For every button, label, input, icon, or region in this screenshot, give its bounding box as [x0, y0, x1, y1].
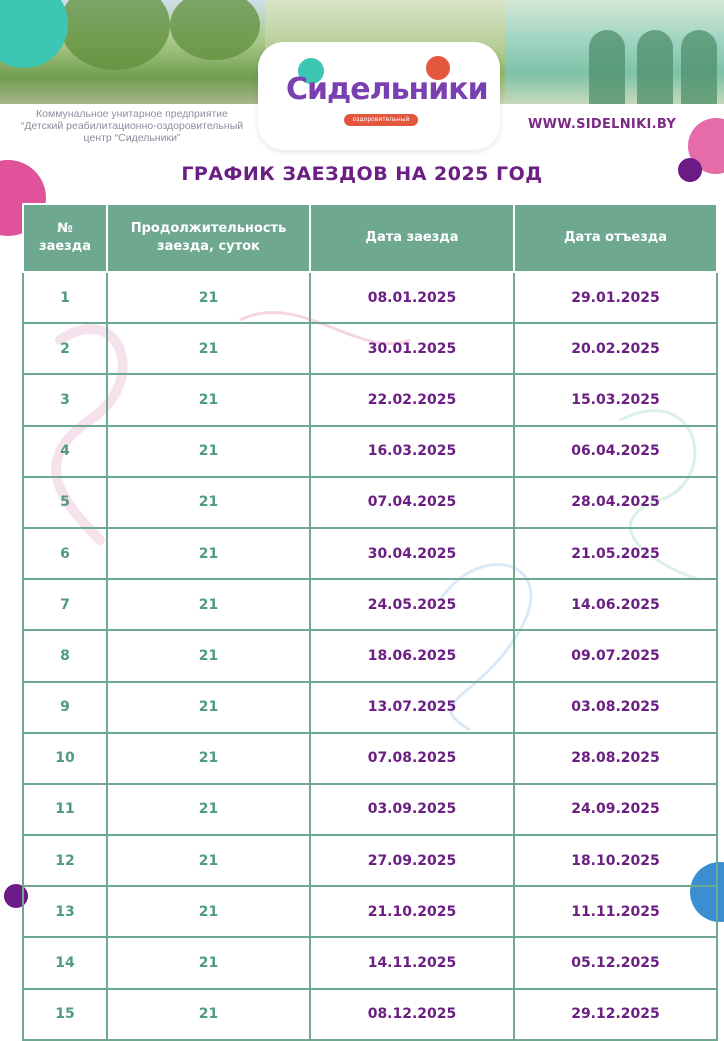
website-link[interactable]: WWW.SIDELNIKI.BY	[528, 117, 677, 132]
trip-number-cell: 6	[23, 528, 107, 579]
table-row	[23, 579, 717, 630]
trip-number-cell: 5	[23, 477, 107, 528]
departure-date-cell: 28.08.2025	[514, 733, 717, 784]
departure-date-cell: 20.02.2025	[514, 323, 717, 374]
departure-date-cell: 11.11.2025	[514, 886, 717, 937]
duration-cell: 21	[107, 528, 310, 579]
page-title: ГРАФИК ЗАЕЗДОВ НА 2025 ГОД	[181, 163, 543, 185]
departure-date-cell: 29.12.2025	[514, 989, 717, 1040]
table-row	[23, 323, 717, 374]
tree-shape	[170, 0, 260, 60]
table-row	[23, 733, 717, 784]
table-row	[23, 937, 717, 988]
duration-cell: 21	[107, 937, 310, 988]
arrival-date-cell: 22.02.2025	[310, 374, 514, 425]
trip-number-cell: 12	[23, 835, 107, 886]
duration-cell: 21	[107, 886, 310, 937]
trip-number-cell: 11	[23, 784, 107, 835]
departure-date-cell: 06.04.2025	[514, 426, 717, 477]
logo-card	[258, 42, 500, 150]
arrival-date-cell: 21.10.2025	[310, 886, 514, 937]
duration-cell: 21	[107, 733, 310, 784]
arrival-date-cell: 30.01.2025	[310, 323, 514, 374]
arrival-date-cell: 18.06.2025	[310, 630, 514, 681]
table-row	[23, 784, 717, 835]
duration-cell: 21	[107, 630, 310, 681]
departure-date-cell: 15.03.2025	[514, 374, 717, 425]
departure-date-cell: 14.06.2025	[514, 579, 717, 630]
arrival-date-cell: 14.11.2025	[310, 937, 514, 988]
organization-name-line: центр “Сидельники”	[83, 132, 181, 144]
arrival-date-cell: 30.04.2025	[310, 528, 514, 579]
column-header-duration: Продолжительность заезда, суток	[107, 204, 310, 272]
organization-name	[0, 108, 264, 144]
arrival-date-cell: 24.05.2025	[310, 579, 514, 630]
table-row	[23, 682, 717, 733]
departure-date-cell: 09.07.2025	[514, 630, 717, 681]
departure-date-cell: 05.12.2025	[514, 937, 717, 988]
departure-date-cell: 18.10.2025	[514, 835, 717, 886]
organization-name-line: “Детский реабилитационно-оздоровительный	[20, 120, 244, 132]
departure-date-cell: 29.01.2025	[514, 272, 717, 323]
arrival-date-cell: 07.04.2025	[310, 477, 514, 528]
table-row	[23, 272, 717, 323]
table-row	[23, 989, 717, 1040]
arrival-date-cell: 03.09.2025	[310, 784, 514, 835]
duration-cell: 21	[107, 272, 310, 323]
tree-shape	[60, 0, 170, 70]
duration-cell: 21	[107, 835, 310, 886]
table-row	[23, 477, 717, 528]
column-header-arrival: Дата заезда	[310, 204, 514, 272]
arrival-date-cell: 08.01.2025	[310, 272, 514, 323]
table-row	[23, 630, 717, 681]
trip-number-cell: 14	[23, 937, 107, 988]
table-header-row	[23, 204, 717, 272]
trip-number-cell: 7	[23, 579, 107, 630]
trip-number-cell: 13	[23, 886, 107, 937]
logo-tagline: оздоровительный центр	[344, 114, 418, 126]
trip-number-cell: 10	[23, 733, 107, 784]
table-row	[23, 426, 717, 477]
table-row	[23, 886, 717, 937]
arrival-date-cell: 08.12.2025	[310, 989, 514, 1040]
duration-cell: 21	[107, 323, 310, 374]
duration-cell: 21	[107, 426, 310, 477]
building-arch	[681, 30, 717, 104]
organization-name-line: Коммунальное унитарное предприятие	[36, 108, 228, 120]
duration-cell: 21	[107, 374, 310, 425]
trip-number-cell: 2	[23, 323, 107, 374]
schedule-table-body	[23, 272, 717, 1040]
trip-number-cell: 4	[23, 426, 107, 477]
table-row	[23, 374, 717, 425]
duration-cell: 21	[107, 784, 310, 835]
departure-date-cell: 28.04.2025	[514, 477, 717, 528]
duration-cell: 21	[107, 579, 310, 630]
departure-date-cell: 03.08.2025	[514, 682, 717, 733]
logo-wordmark: Сидельники	[286, 72, 488, 107]
arrival-date-cell: 13.07.2025	[310, 682, 514, 733]
trip-number-cell: 9	[23, 682, 107, 733]
arrival-date-cell: 16.03.2025	[310, 426, 514, 477]
departure-date-cell: 21.05.2025	[514, 528, 717, 579]
schedule-table	[22, 203, 718, 1041]
arrival-date-cell: 27.09.2025	[310, 835, 514, 886]
trip-number-cell: 15	[23, 989, 107, 1040]
trip-number-cell: 3	[23, 374, 107, 425]
table-row	[23, 528, 717, 579]
duration-cell: 21	[107, 477, 310, 528]
header-photo-building	[505, 0, 724, 104]
duration-cell: 21	[107, 989, 310, 1040]
duration-cell: 21	[107, 682, 310, 733]
column-header-departure: Дата отъезда	[514, 204, 717, 272]
arrival-date-cell: 07.08.2025	[310, 733, 514, 784]
building-arch	[589, 30, 625, 104]
table-row	[23, 835, 717, 886]
trip-number-cell: 1	[23, 272, 107, 323]
column-header-number: № заезда	[23, 204, 107, 272]
building-arch	[637, 30, 673, 104]
departure-date-cell: 24.09.2025	[514, 784, 717, 835]
trip-number-cell: 8	[23, 630, 107, 681]
